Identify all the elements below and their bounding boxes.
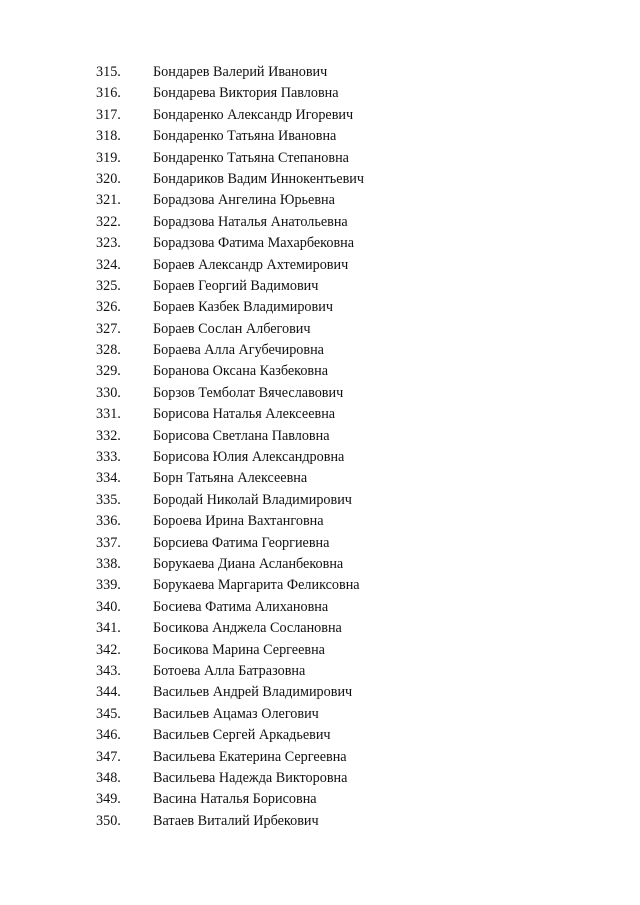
entry-name: Бондариков Вадим Иннокентьевич	[153, 170, 364, 187]
list-item	[0, 661, 640, 682]
entry-number: 349.	[96, 791, 121, 808]
list-item	[0, 255, 640, 276]
list-item	[0, 276, 640, 297]
list-item	[0, 682, 640, 703]
entry-number: 337.	[96, 534, 121, 551]
list-item	[0, 340, 640, 361]
list-item	[0, 426, 640, 447]
entry-name: Бораев Александр Ахтемирович	[153, 256, 349, 273]
entry-number: 315.	[96, 64, 121, 80]
list-item	[0, 554, 640, 575]
entry-number: 334.	[96, 470, 121, 487]
entry-number: 335.	[96, 491, 121, 508]
entry-name: Борукаева Диана Асланбековна	[153, 555, 344, 572]
entry-number: 341.	[96, 620, 121, 637]
entry-name: Бондарев Валерий Иванович	[153, 64, 328, 80]
entry-number: 344.	[96, 684, 121, 701]
entry-name: Бондарева Виктория Павловна	[153, 85, 339, 102]
entry-name: Бораева Алла Агубечировна	[153, 342, 324, 359]
entry-number: 340.	[96, 598, 121, 615]
entry-name: Борсиева Фатима Георгиевна	[153, 534, 330, 551]
entry-name: Бородай Николай Владимирович	[153, 491, 352, 508]
entry-number: 333.	[96, 449, 121, 466]
entry-name: Бондаренко Татьяна Ивановна	[153, 128, 337, 145]
entry-number: 329.	[96, 363, 121, 380]
entry-number: 330.	[96, 384, 121, 401]
list-item	[0, 83, 640, 104]
list-item	[0, 575, 640, 596]
entry-number: 327.	[96, 320, 121, 337]
list-item	[0, 533, 640, 554]
list-item	[0, 105, 640, 126]
list-item	[0, 404, 640, 425]
list-item	[0, 383, 640, 404]
list-item	[0, 747, 640, 768]
entry-number: 320.	[96, 170, 121, 187]
list-item	[0, 597, 640, 618]
entry-number: 331.	[96, 406, 121, 423]
list-item	[0, 190, 640, 211]
entry-name: Бороева Ирина Вахтанговна	[153, 513, 324, 530]
entry-number: 350.	[96, 812, 121, 829]
list-item	[0, 490, 640, 511]
entry-number: 322.	[96, 213, 121, 230]
entry-number: 348.	[96, 769, 121, 786]
entry-number: 321.	[96, 192, 121, 209]
list-item	[0, 811, 640, 832]
list-item	[0, 297, 640, 318]
list-item	[0, 789, 640, 810]
entry-number: 316.	[96, 85, 121, 102]
entry-name: Боранова Оксана Казбековна	[153, 363, 329, 380]
entry-name: Васильев Ацамаз Олегович	[153, 705, 319, 722]
list-item	[0, 212, 640, 233]
entry-name: Борадзова Наталья Анатольевна	[153, 213, 348, 230]
list-item	[0, 62, 640, 83]
entry-number: 342.	[96, 641, 121, 658]
entry-name: Босиева Фатима Алихановна	[153, 598, 329, 615]
entry-name: Бондаренко Татьяна Степановна	[153, 149, 349, 166]
list-item	[0, 511, 640, 532]
list-item	[0, 468, 640, 489]
entry-name: Васильев Сергей Аркадьевич	[153, 727, 331, 744]
list-item	[0, 618, 640, 639]
entry-name: Борзов Темболат Вячеславович	[153, 384, 344, 401]
entry-name: Васильева Екатерина Сергеевна	[153, 748, 347, 765]
entry-number: 326.	[96, 299, 121, 316]
entry-name: Васильев Андрей Владимирович	[153, 684, 353, 701]
entry-name: Васильева Надежда Викторовна	[153, 769, 348, 786]
entry-name: Борисова Наталья Алексеевна	[153, 406, 336, 423]
entry-number: 339.	[96, 577, 121, 594]
entry-name: Бораев Сослан Албегович	[153, 320, 311, 337]
name-list	[0, 62, 640, 832]
entry-name: Васина Наталья Борисовна	[153, 791, 317, 808]
list-item	[0, 640, 640, 661]
entry-name: Бондаренко Александр Игоревич	[153, 106, 354, 123]
list-item	[0, 704, 640, 725]
entry-number: 332.	[96, 427, 121, 444]
entry-number: 317.	[96, 106, 121, 123]
entry-number: 325.	[96, 277, 121, 294]
entry-name: Ватаев Виталий Ирбекович	[153, 812, 319, 829]
entry-number: 345.	[96, 705, 121, 722]
entry-number: 336.	[96, 513, 121, 530]
entry-number: 328.	[96, 342, 121, 359]
list-item	[0, 725, 640, 746]
list-item	[0, 148, 640, 169]
entry-name: Бораев Казбек Владимирович	[153, 299, 333, 316]
list-item	[0, 319, 640, 340]
entry-name: Борисова Юлия Александровна	[153, 449, 345, 466]
entry-number: 319.	[96, 149, 121, 166]
entry-number: 318.	[96, 128, 121, 145]
entry-name: Борукаева Маргарита Феликсовна	[153, 577, 360, 594]
entry-number: 324.	[96, 256, 121, 273]
list-item	[0, 361, 640, 382]
list-item	[0, 233, 640, 254]
entry-number: 347.	[96, 748, 121, 765]
entry-number: 323.	[96, 235, 121, 252]
list-item	[0, 447, 640, 468]
list-item	[0, 169, 640, 190]
list-item	[0, 126, 640, 147]
entry-name: Ботоева Алла Батразовна	[153, 662, 306, 679]
entry-name: Бораев Георгий Вадимович	[153, 277, 319, 294]
entry-name: Босикова Анджела Сослановна	[153, 620, 342, 637]
entry-name: Борисова Светлана Павловна	[153, 427, 330, 444]
entry-number: 343.	[96, 662, 121, 679]
entry-name: Борадзова Фатима Махарбековна	[153, 235, 355, 252]
entry-number: 346.	[96, 727, 121, 744]
entry-name: Борадзова Ангелина Юрьевна	[153, 192, 335, 209]
list-item	[0, 768, 640, 789]
entry-name: Борн Татьяна Алексеевна	[153, 470, 308, 487]
entry-number: 338.	[96, 555, 121, 572]
entry-name: Босикова Марина Сергеевна	[153, 641, 325, 658]
